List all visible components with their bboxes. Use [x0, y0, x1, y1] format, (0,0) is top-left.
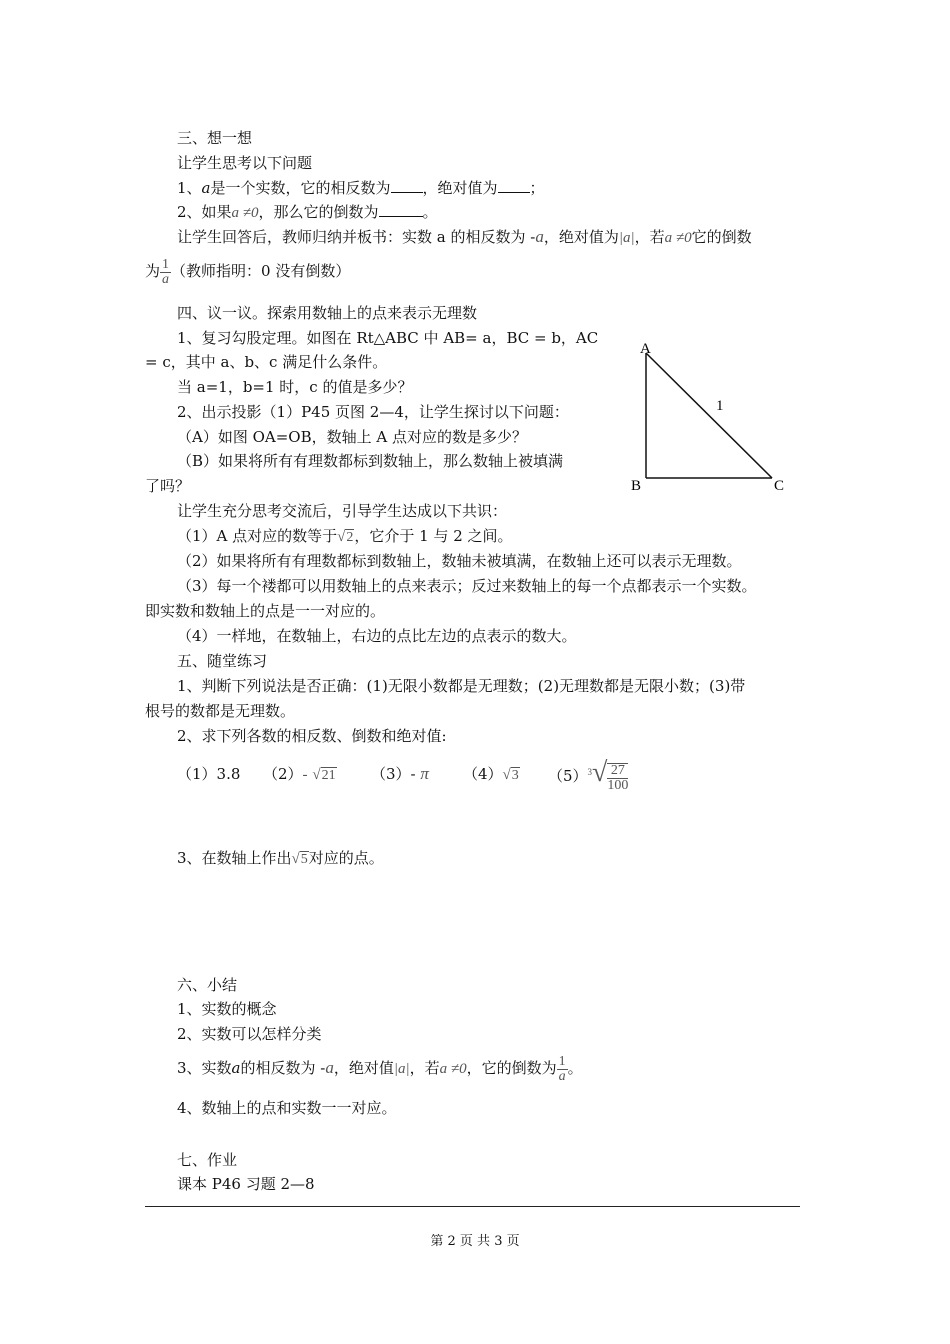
blank-line: [498, 178, 530, 193]
math-condition: a ≠0: [231, 205, 259, 221]
sqrt-2: √2: [337, 529, 354, 545]
homework: 课本 P46 习题 2—8: [177, 1175, 315, 1193]
summary-2: 2、实数可以怎样分类: [177, 1025, 322, 1043]
section4-item2-b-cont: 了吗？: [145, 477, 191, 495]
section4-item1-line1: 1、复习勾股定理。如图在 Rt△ABC 中 AB= a，BC = b，AC: [177, 329, 599, 347]
section4-item1-line2: = c，其中 a、b、c 满足什么条件。: [145, 353, 388, 371]
consensus-2: （2）如果将所有有理数都标到数轴上，数轴未被填满，在数轴上还可以表示无理数。: [177, 552, 742, 570]
exercise2-item-3: （3）- π: [371, 764, 429, 783]
section6-heading: 六、小结: [177, 976, 238, 994]
page-footer: 第 2 页 共 3 页: [430, 1234, 520, 1249]
section3-summary-line-2: 为 $\frac{1}{a}$ （教师指明：0 没有倒数）: [145, 256, 351, 287]
consensus-3-line2: 即实数和数轴上的点是一一对应的。: [145, 602, 386, 620]
consensus-4: （4）一样地，在数轴上，右边的点比左边的点表示的数大。: [177, 627, 577, 645]
section4-item2-line1: 2、出示投影（1）P45 页图 2—4，让学生探讨以下问题：: [177, 403, 569, 421]
blank-line: [379, 202, 423, 217]
section3-question-1: 1、a是一个实数，它的相反数为 ，绝对值为 ；: [177, 179, 545, 197]
summary-1: 1、实数的概念: [177, 1000, 277, 1018]
right-triangle-figure: [628, 335, 798, 495]
summary-3: 3、实数a的相反数为 -a，绝对值|a|，若a ≠0，它的倒数为 $\frac{1}{a}$ 。: [177, 1053, 583, 1084]
section3-intro: 让学生思考以下问题: [177, 154, 313, 172]
section4-item2-a: （A）如图 OA=OB，数轴上 A 点对应的数是多少？: [177, 428, 527, 446]
sqrt-3: √3: [502, 767, 519, 783]
fraction-one-over-a: $\frac{1}{a}$: [162, 256, 170, 287]
vertex-label-a: A: [640, 341, 651, 357]
exercise2-item-1: （1）3.8: [177, 765, 241, 783]
consensus-intro: 让学生充分思考交流后，引导学生达成以下共识：: [177, 502, 508, 520]
blank-line: [391, 178, 423, 193]
exercise1-line2: 根号的数都是无理数。: [145, 702, 296, 720]
sqrt-21: √21: [312, 767, 336, 783]
section3-heading: 三、想一想: [177, 129, 253, 147]
exercise1-line1: 1、判断下列说法是否正确：(1)无限小数都是无理数；(2)无理数都是无限小数；(3)带: [177, 677, 746, 695]
section3-summary: 让学生回答后，教师归纳并板书：实数 a 的相反数为 -a，绝对值为|a|，若a ≠0它的倒数: [177, 227, 752, 246]
exercise3: 3、在数轴上作出√5对应的点。: [177, 848, 384, 870]
cube-root-fraction: $^3$√ $\frac{27}{100}$: [587, 757, 629, 793]
consensus-1: （1）A 点对应的数等于√2，它介于 1 与 2 之间。: [177, 526, 513, 548]
sqrt-5: √5: [291, 851, 308, 867]
footer-divider: [145, 1206, 800, 1207]
vertex-label-c: C: [774, 478, 785, 494]
fraction-one-over-a: $\frac{1}{a}$: [558, 1053, 566, 1084]
summary-4: 4、数轴上的点和实数一一对应。: [177, 1099, 397, 1117]
section4-item2-b: （B）如果将所有有理数都标到数轴上，那么数轴上被填满: [177, 452, 564, 470]
exercise2: 2、求下列各数的相反数、倒数和绝对值:: [177, 727, 447, 745]
exercise2-item-5: $(5)^3√$ $\frac{27}{100}$: [548, 750, 628, 799]
section7-heading: 七、作业: [177, 1151, 238, 1169]
consensus-3-line1: （3）每一个褛都可以用数轴上的点来表示；反过来数轴上的每一个点都表示一个实数。: [177, 577, 757, 595]
triangle-side-ac: [646, 353, 772, 478]
section5-heading: 五、随堂练习: [177, 652, 268, 670]
section3-question-2: 2、如果a ≠0，那么它的倒数为 。: [177, 203, 438, 221]
section4-heading: 四、议一议。探索用数轴上的点来表示无理数: [177, 304, 478, 322]
hypotenuse-label: 1: [716, 398, 724, 414]
exercise2-item-2: （2）- √21: [263, 764, 337, 786]
exercise2-item-4: （4）√3: [463, 764, 520, 786]
section4-item1-line3: 当 a=1，b=1 时，c 的值是多少？: [177, 378, 413, 396]
vertex-label-b: B: [631, 478, 642, 494]
